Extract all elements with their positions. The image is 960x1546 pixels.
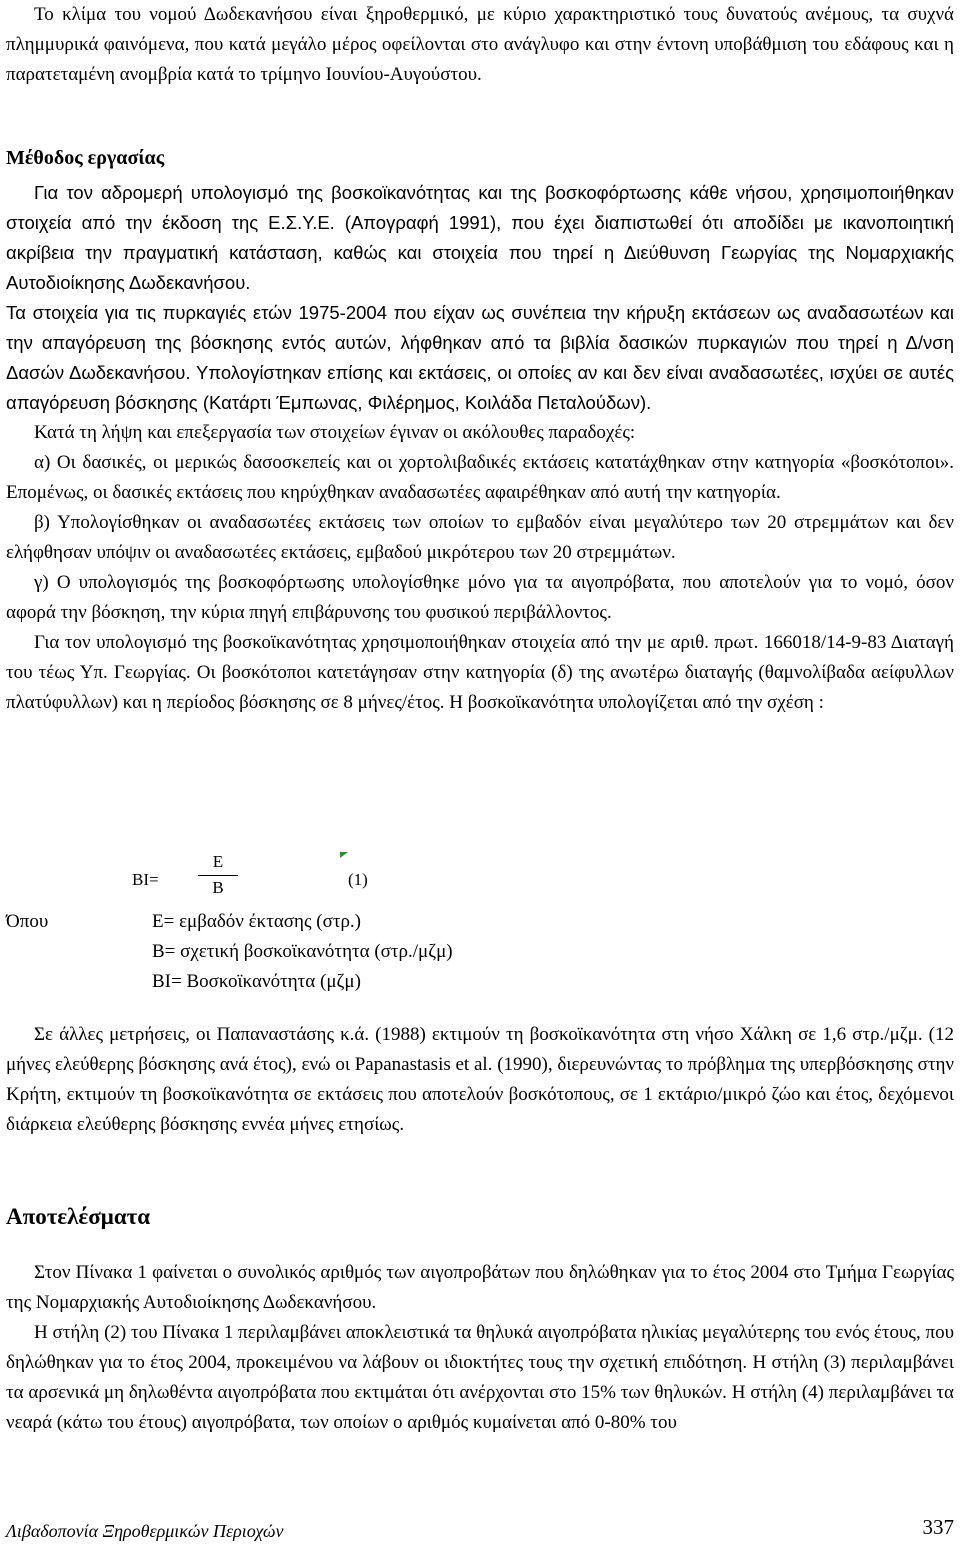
method-heading: Μέθοδος εργασίας	[6, 147, 165, 169]
intro-paragraph: Το κλίμα του νομού Δωδεκανήσου είναι ξηροθερμικό, με κύριο χαρακτηριστικό τους δυνατούς ανέμους, τα συχνά πλημμυρικά φαινόμενα, που κατά μεγάλο μέρος οφείλονται στο ανάγλυφο και στην έντονη υποβάθμιση του εδάφους και η παρατεταμένη ανομβρία κατά το τρίμηνο Ιουνίου-Αυγούστου.	[6, 4, 954, 85]
results-heading: Αποτελέσματα	[6, 1204, 151, 1229]
formula-denominator: B	[212, 878, 224, 897]
method-paragraph-3: Κατά τη λήψη και επεξεργασία των στοιχείων έγιναν οι ακόλουθες παραδοχές:	[34, 422, 636, 443]
intro-block	[6, 0, 954, 90]
fraction-bar	[198, 875, 238, 876]
assumption-c: γ) Ο υπολογισμός της βοσκοφόρτωσης υπολογίσθηκε μόνο για τα αιγοπρόβατα, που αποτελούν για το νομό, όσον αφορά την βόσκηση, την κύρια πηγή επιβάρυνσης του φυσικού περιβάλλοντος.	[6, 572, 954, 623]
other-measurements-paragraph: Σε άλλες μετρήσεις, οι Παπαναστάσης κ.ά. (1988) εκτιμούν τη βοσκοϊκανότητα στη νήσο Χάλκη σε 1,6 στρ./μζμ. (12 μήνες ελεύθερης βόσκησης ανά έτος), ενώ οι Papanastasis et al. (1990), διερευνώντας το πρόβλημα της υπερβόσκησης στην Κρήτη, εκτιμούν τη βοσκοϊκανότητα σε εκτάσεις που αποτελούν βοσκότοπους, σε 1 εκτάριο/μικρό ζώο και έτος, δεχόμενοι διάρκεια ελεύθερης βόσκησης εννέα μήνες ετησίως.	[6, 1024, 954, 1135]
results-paragraph-1: Στον Πίνακα 1 φαίνεται ο συνολικός αριθμός των αιγοπροβάτων που δηλώθηκαν για το έτος 2004 στο Τμήμα Γεωργίας της Νομαρχιακής Αυτοδιοίκησης Δωδεκανήσου.	[6, 1262, 954, 1313]
formula-numerator: E	[212, 852, 224, 871]
method-paragraph-capacity: Για τον υπολογισμό της βοσκοϊκανότητας χρησιμοποιήθηκαν στοιχεία από την με αριθ. πρωτ. 166018/14-9-83 Διαταγή του τέως Υπ. Γεωργίας. Οι βοσκότοποι κατετάγησαν στην κατηγορία (δ) της ανωτέρω διαταγής (θαμνολίβαδα αείφυλλων πλατύφυλλων) και η περίοδος βόσκησης σε 8 μήνες/έτος. Η βοσκοϊκανότητα υπολογίζεται από την σχέση :	[6, 632, 954, 713]
definition-item: Β= σχετική βοσκοϊκανότητα (στρ./μζμ)	[152, 941, 453, 962]
method-paragraph-2: Τα στοιχεία για τις πυρκαγιές ετών 1975-2004 που είχαν ως συνέπεια την κήρυξη εκτάσεων ως αναδασωτέων και την απαγόρευση της βόσκησης εντός αυτών, λήφθηκαν από τα βιβλία δασικών πυρκαγιών που τηρεί η Δ/νση Δασών Δωδεκανήσου. Υπολογίστηκαν επίσης και εκτάσεις, οι οποίες αν και δεν είναι αναδασωτέες, ισχύει σε αυτές απαγόρευση βόσκησης (Κατάρτι Έμπωνας, Φιλέρημος, Κοιλάδα Πεταλούδων).	[6, 302, 954, 413]
page-number: 337	[922, 1515, 954, 1539]
formula	[130, 852, 390, 902]
definition-item: Ε= εμβαδόν έκτασης (στρ.)	[152, 911, 362, 932]
equation-number: (1)	[348, 870, 368, 889]
green-marker-icon	[340, 852, 348, 858]
definitions-list	[152, 907, 453, 997]
other-measurements-block	[6, 1020, 954, 1140]
results-block	[6, 1258, 954, 1438]
method-paragraph-1: Για τον αδρομερή υπολογισμό της βοσκοϊκανότητας και της βοσκοφόρτωσης κάθε νήσου, χρησιμοποιήθηκαν στοιχεία από την έκδοση της Ε.Σ.Υ.Ε. (Απογραφή 1991), που έχει διαπιστωθεί ότι αποδίδει με ικανοποιητική ακρίβεια την πραγματική κατάσταση, καθώς και στοιχεία που τηρεί η Διεύθυνση Γεωργίας της Νομαρχιακής Αυτοδιοίκησης Δωδεκανήσου.	[6, 182, 954, 293]
results-paragraph-2: Η στήλη (2) του Πίνακα 1 περιλαμβάνει αποκλειστικά τα θηλυκά αιγοπρόβατα ηλικίας μεγαλύτερης του ενός έτους, που δηλώθηκαν για το έτος 2004, προκειμένου να λάβουν οι ιδιοκτήτες τους την σχετική επιδότηση. Η στήλη (3) περιλαμβάνει τα αρσενικά μη δηλωθέντα αιγοπρόβατα που εκτιμάται ότι ανέρχονται στο 15% των θηλυκών. Η στήλη (4) περιλαμβάνει τα νεαρά (κάτω του έτους) αιγοπρόβατα, των οποίων ο αριθμός κυμαίνεται από 0-80% του	[6, 1322, 954, 1433]
definitions-label: Όπου	[6, 911, 49, 932]
definition-item: ΒΙ= Βοσκοϊκανότητα (μζμ)	[152, 971, 361, 992]
assumption-b: β) Υπολογίσθηκαν οι αναδασωτέες εκτάσεις των οποίων το εμβαδόν είναι μεγαλύτερο των 20 στρεμμάτων και δεν ελήφθησαν υπόψιν οι αναδασωτέες εκτάσεις, εμβαδού μικρότερου των 20 στρεμμάτων.	[6, 512, 954, 563]
page-footer	[6, 1512, 954, 1540]
formula-lhs: BI=	[132, 870, 159, 889]
assumption-a: α) Οι δασικές, οι μερικώς δασοσκεπείς και οι χορτολιβαδικές εκτάσεις κατατάχθηκαν στην κατηγορία «βοσκότοποι». Επομένως, οι δασικές εκτάσεις που κηρύχθηκαν αναδασωτέες αφαιρέθηκαν από αυτή την κατηγορία.	[6, 452, 954, 503]
footer-journal-title: Λιβαδοπονία Ξηροθερμικών Περιοχών	[6, 1521, 284, 1541]
method-block	[6, 178, 954, 718]
